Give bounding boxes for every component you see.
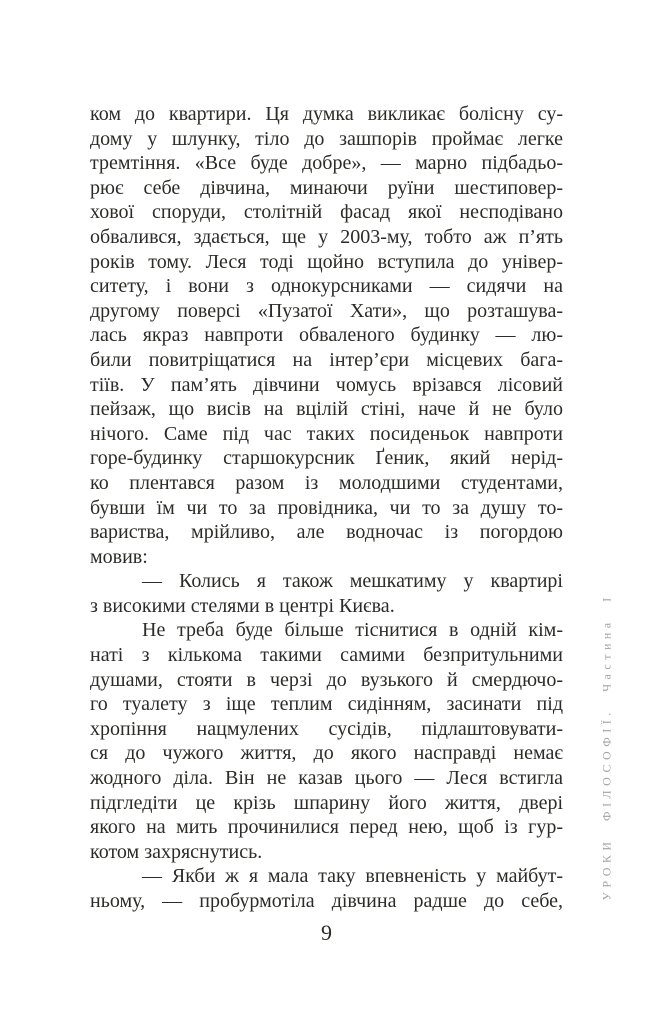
page-text: [90, 102, 563, 914]
text-line: тіїв. У пам’ять дівчини чомусь врізався лісовий: [90, 373, 563, 396]
text-line: тремтіння. «Все буде добре», — марно підбадьо-: [90, 152, 563, 175]
text-line: наті з кількома такими самими безпритульними: [90, 644, 563, 667]
text-line: вариства, мрійливо, але водночас із погордою: [90, 521, 563, 544]
text-line: ньому, — пробурмотіла дівчина радше до себе,: [90, 890, 563, 912]
text-line: мовив:: [90, 545, 148, 568]
text-line: другому поверсі «Пузатої Хати», що розташува-: [90, 299, 563, 322]
text-line: лась якраз навпроти обваленого будинку — лю-: [90, 324, 563, 347]
text-line: хропіння нацмулених сусідів, підлаштовувати-: [90, 717, 563, 740]
paragraph: [90, 102, 563, 569]
paragraph: [90, 569, 563, 618]
text-line: бувши їм чи то за провідника, чи то за душу то-: [90, 496, 563, 519]
text-line: били повитріщатися на інтер’єри місцевих бага-: [90, 348, 563, 371]
text-line: підгледіти це крізь шпарину його життя, двері: [90, 791, 563, 814]
text-line: дому у шлунку, тіло до зашпорів проймає легке: [90, 127, 563, 150]
side-running-title: УРОКИ ФІЛОСОФІЇ. Частина І: [599, 593, 614, 901]
text-line: якого на мить прочинилися перед нею, щоб із гур-: [90, 816, 563, 839]
text-line: обвалився, здається, ще у 2003-му, тобто аж п’ять: [90, 225, 563, 248]
text-line: з високими стелями в центрі Києва.: [90, 594, 395, 617]
text-line: хової споруди, столітній фасад якої несподівано: [90, 201, 563, 224]
paragraph: [90, 864, 563, 913]
text-line: Не треба буде більше тіснитися в одній кім-: [142, 619, 563, 642]
text-line: — Якби ж я мала таку впевненість у майбут-: [142, 865, 563, 888]
text-line: пейзаж, що висів на вцілій стіні, наче й не було: [90, 398, 563, 421]
paragraph: [90, 618, 563, 864]
text-line: ком до квартири. Ця думка викликає болісну су-: [90, 103, 563, 125]
page-number: 9: [321, 920, 332, 945]
text-line: ся до чужого життя, до якого насправді немає: [90, 742, 563, 765]
text-line: котом захряснутись.: [90, 840, 263, 863]
text-line: го туалету з іще теплим сидінням, засинати під: [90, 693, 563, 716]
text-line: рює себе дівчина, минаючи руїни шестиповер-: [90, 176, 563, 199]
text-line: ситету, і вони з однокурсниками — сидячи на: [90, 275, 563, 298]
text-line: горе-будинку старшокурсник Ґеник, який нерід-: [90, 447, 563, 470]
text-line: років тому. Леся тоді щойно вступила до універ-: [90, 250, 563, 273]
text-line: нічого. Саме під час таких посиденьок навпроти: [90, 422, 563, 445]
text-line: ко плентався разом із молодшими студентами,: [90, 471, 563, 494]
text-line: — Колись я також мешкатиму у квартирі: [142, 570, 563, 593]
text-line: жодного діла. Він не казав цього — Леся встигла: [90, 767, 563, 790]
text-line: душами, стояти в черзі до вузького й смердючо-: [90, 668, 563, 691]
